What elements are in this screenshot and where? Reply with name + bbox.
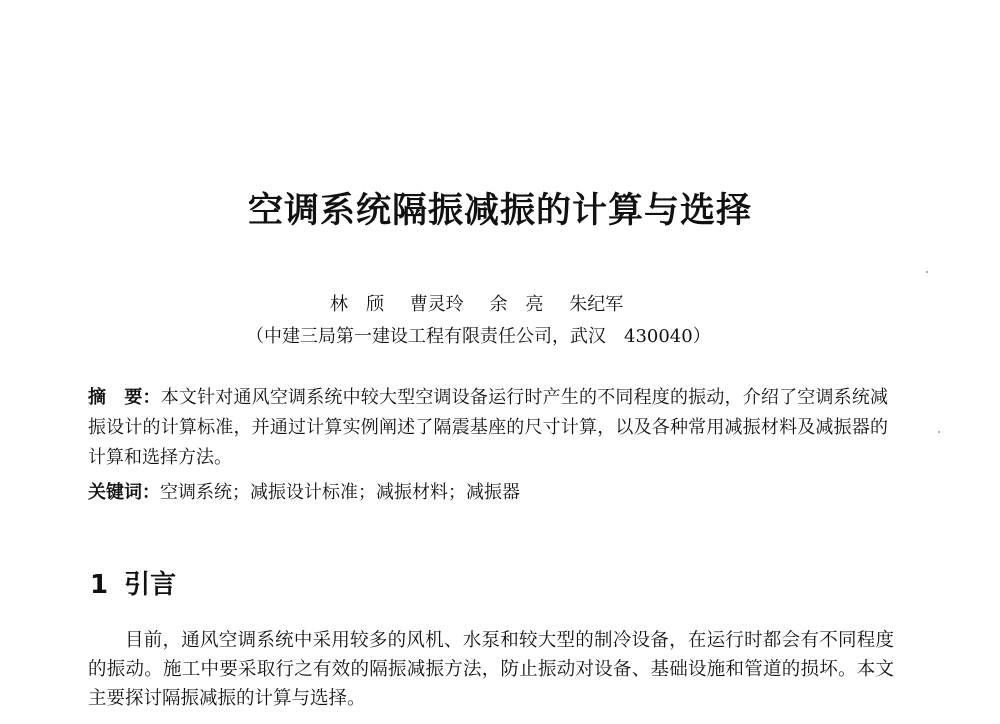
section-number: 1: [90, 570, 109, 600]
author-name: 曹灵玲: [409, 294, 464, 315]
author-name: 林 颀: [330, 294, 384, 315]
scan-speck: [926, 271, 928, 273]
keywords: [88, 478, 520, 504]
section-title: 引言: [124, 570, 177, 600]
keywords-text: 空调系统；减振设计标准；减振材料；减振器: [160, 482, 520, 503]
body-paragraph: 目前，通风空调系统中采用较多的风机、水泵和较大型的制冷设备，在运行时都会有不同程度的振动。施工中要采取行之有效的隔振减振方法，防止振动对设备、基础设施和管道的损坏。本文主要探讨隔振减振的计算与选择。: [88, 630, 894, 709]
author-name: 朱纪军: [569, 294, 624, 315]
keywords-label: 关键词：: [88, 482, 160, 503]
author-list: [330, 290, 643, 316]
scan-speck: [938, 431, 940, 433]
author-affiliation: （中建三局第一建设工程有限责任公司，武汉 430040）: [246, 326, 711, 347]
paper-title: 空调系统隔振减振的计算与选择: [247, 191, 752, 231]
abstract-text: 本文针对通风空调系统中较大型空调设备运行时产生的不同程度的振动，介绍了空调系统减振设计的计算标准，并通过计算实例阐述了隔震基座的尺寸计算，以及各种常用减振材料及减振器的计算和选择方法。: [88, 387, 889, 468]
abstract-label: 摘 要：: [88, 387, 161, 408]
abstract: [88, 383, 888, 473]
section-heading: [90, 564, 176, 601]
section-body: [88, 626, 894, 713]
author-name: 余 亮: [489, 294, 544, 315]
